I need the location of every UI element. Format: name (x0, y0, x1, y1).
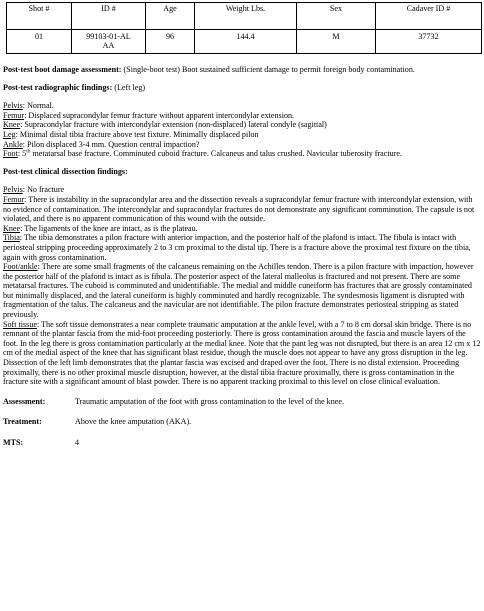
finding-text: : 5 (17, 149, 27, 159)
finding-name: Tibia (3, 233, 20, 243)
header-sex: Sex (297, 3, 376, 30)
mts-row (3, 438, 481, 448)
finding-name: Ankle (3, 139, 23, 149)
ordinal-suffix: th (26, 148, 31, 155)
assessment-label: Assessment: (3, 396, 46, 406)
mts-label: MTS: (3, 438, 24, 447)
finding-text: : Minimal distal tibia fracture above test fixture. Minimally displaced pilon (15, 129, 259, 139)
dissection-item (3, 185, 481, 195)
document-page (0, 2, 484, 611)
boot-damage-paragraph (3, 65, 481, 75)
cell-sex: M (297, 30, 376, 54)
radiographic-item (3, 130, 481, 140)
finding-name: Knee (3, 120, 21, 130)
dissection-item (3, 195, 481, 224)
cell-id: 99103-01-ALAA (72, 30, 146, 54)
treatment-row (3, 417, 481, 427)
radiographic-item (3, 120, 481, 130)
radiographic-heading (3, 83, 481, 93)
radiographic-label: Post-test radiographic findings: (3, 83, 113, 93)
finding-text: : No fracture (22, 185, 65, 195)
dissection-item (3, 320, 481, 387)
dissection-item (3, 262, 481, 320)
cell-age: 96 (146, 30, 195, 54)
dissection-label: Post-test clinical dissection findings: (3, 167, 128, 177)
finding-text: : Displaced supracondylar femur fracture without apparent intercondylar extension. (24, 110, 295, 120)
radiographic-findings (3, 101, 481, 159)
dissection-item (3, 224, 481, 234)
finding-text: : Supracondylar fracture with intercondylar extension (non-displaced) lateral condyle (sagittal) (20, 120, 327, 130)
cell-shot: 01 (7, 30, 72, 54)
finding-text: : Normal. (22, 101, 54, 111)
table-row (7, 30, 482, 54)
treatment-label: Treatment: (3, 417, 42, 427)
assessment-row (3, 397, 481, 407)
finding-text: : The tibia demonstrates a pilon fracture with anterior impaction, and the posterior half of the plafond is intact. The fibula is intact with periosteal stripping proceeding approximately 2 to 3 cm proximal to the distal tip. There is a fracture above the proximal test fixture on the tibia, again with gross contamination. (3, 233, 471, 262)
dissection-item (3, 233, 481, 262)
boot-damage-text: (Single-boot test) Boot sustained sufficient damage to permit foreign body contamination. (121, 65, 415, 74)
finding-name: Knee (3, 223, 21, 233)
header-id: ID # (72, 3, 146, 30)
finding-name: Soft tissue (3, 319, 37, 329)
finding-name: Femur (3, 194, 25, 204)
finding-name: Foot (3, 149, 18, 159)
header-cadaver-id: Cadaver ID # (376, 3, 482, 30)
cell-cadaver-id: 37732 (376, 30, 482, 54)
finding-text: : The soft tissue demonstrates a near complete traumatic amputation at the ankle level, with a 7 to 8 cm dorsal skin bridge. There is no remnant of the plantar fascia from the mid-foot proceeding posteriorly. There is gross contamination around the fascia and muscle layers of the foot. In the leg there is gross contamination particularly at the medial knee. Note that the pant leg was not disrupted, but there is an area 12 cm x 12 cm of the medial aspect of the knee that has significant blast residue, though the muscle does not appear to have any gross disruption in the leg. Dissection of the left limb demonstrates that the plantar fascia was excised and draped over the foot. There is no distal extension. Proceeding proximally, there is no other proximal muscle disruption, however, at the distal tibia fracture proximally, there is gross contamination in the fracture site with a significant amount of blast powder. There is no apparent tracking proximal to this level on close clinical evaluation. (3, 319, 481, 387)
assessment-value: Traumatic amputation of the foot with gross contamination to the level of the knee. (75, 396, 344, 406)
boot-damage-label: Post-test boot damage assessment: (3, 65, 122, 74)
dissection-findings (3, 185, 481, 386)
radiographic-item (3, 140, 481, 150)
radiographic-item (3, 111, 481, 121)
radiographic-item (3, 101, 481, 111)
finding-text: : The ligaments of the knee are intact, as is the plateau. (20, 223, 198, 233)
finding-text: : There are some small fragments of the calcaneus remaining on the Achilles tendon. There is a pilon fracture with impaction, however the posterior half of the plafond is intact as is fibula. The posterior aspect of the lateral malleolus is fractured and not present. There are some metatarsal fractures. The cuboid is comminuted and unidentifiable. The medial and middle cuneiform has fractures that are grossly contaminated but minimally displaced, and the lateral cuneiform is highly comminuted and hardly recognizable. The syndesmosis ligament is disrupted with fragmentation of the talus. The calcaneus and the navicular are not identifiable. The pilon fracture demonstrates periosteal stripping as stated previously. (3, 262, 474, 320)
radiographic-item (3, 149, 481, 159)
finding-text: : Pilon displaced 3-4 mm. Question central impaction? (22, 139, 200, 149)
finding-name: Foot/ankle (3, 262, 38, 272)
header-weight: Weight Lbs. (195, 3, 297, 30)
header-shot: Shot # (7, 3, 72, 30)
radiographic-suffix: (Left leg) (112, 83, 146, 93)
finding-text: : There is instability in the supracondylar area and the dissection reveals a supracondylar femur fracture with intercondylar extension, with no evidence of contamination. The intercondylar and supracondylar fractures do not demonstrate any significant comminution. The capsule is not violated, and there is no apparent communication of this wound with the outside. (3, 194, 475, 224)
finding-name: Pelvis (3, 185, 23, 195)
finding-name: Pelvis (3, 101, 23, 111)
table-header-row (7, 3, 482, 30)
dissection-heading (3, 167, 481, 177)
specimen-table (6, 2, 482, 54)
treatment-value: Above the knee amputation (AKA). (75, 417, 192, 427)
header-age: Age (146, 3, 195, 30)
mts-value: 4 (75, 438, 80, 447)
finding-name: Leg (3, 129, 16, 139)
cell-weight: 144.4 (195, 30, 297, 54)
finding-text: metatarsal base fracture. Comminuted cuboid fracture. Calcaneus and talus crushed. Navicular tuberosity fracture. (30, 149, 402, 159)
finding-name: Femur (3, 110, 25, 120)
